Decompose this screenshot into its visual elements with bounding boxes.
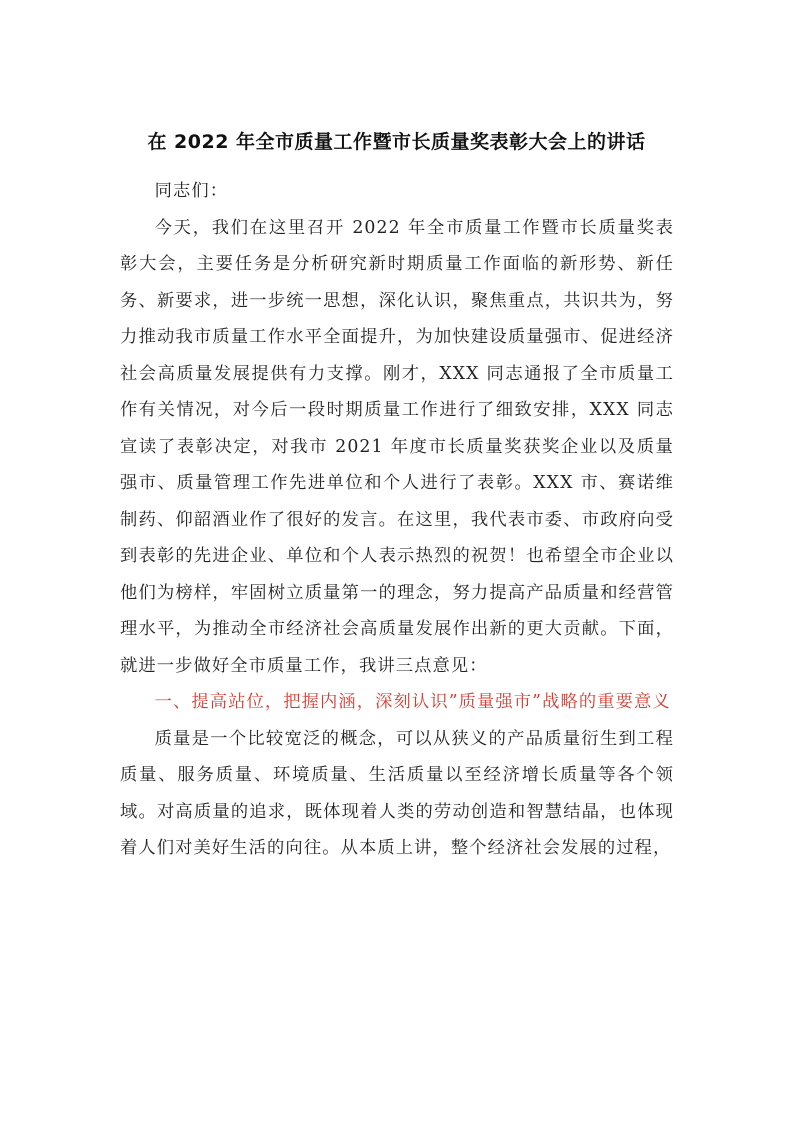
- section-heading: 一、提高站位，把握内涵，深刻认识”质量强市”战略的重要意义: [154, 692, 671, 712]
- paragraph-quality: 质量是一个比较宽泛的概念，可以从狭义的产品质量衍生到工程质量、服务质量、环境质量、生活质量以至经济增长质量等各个领域。对高质量的追求，既体现着人类的劳动创造和智慧结晶，也体现着人们对美好生活的向往。从本质上讲，整个经济社会发展的过程，: [120, 728, 674, 858]
- salutation: 同志们：: [154, 181, 229, 201]
- paragraph-opening: 今天，我们在这里召开 2022 年全市质量工作暨市长质量奖表彰大会，主要任务是分析研究新时期质量工作面临的新形势、新任务、新要求，进一步统一思想，深化认识，聚焦重点，共识共为，努力推动我市质量工作水平全面提升，为加快建设质量强市、促进经济社会高质量发展提供有力支撑。刚才，XXX 同志通报了全市质量工作有关情况，对今后一段时期质量工作进行了细致安排，XXX 同志宣读了表彰决定，对我市 2021 年度市长质量奖获奖企业以及质量强市、质量管理工作先进单位和个人进行了表彰。XXX 市、赛诺维制药、仰韶酒业作了很好的发言。在这里，我代表市委、市政府向受到表彰的先进企业、单位和个人表示热烈的祝贺！也希望全市企业以他们为榜样，牢固树立质量第一的理念，努力提高产品质量和经营管理水平，为推动全市经济社会高质量发展作出新的更大贡献。下面，就进一步做好全市质量工作，我讲三点意见：: [120, 217, 674, 676]
- document-title: 在 2022 年全市质量工作暨市长质量奖表彰大会上的讲话: [147, 131, 646, 153]
- document-body: [120, 173, 674, 867]
